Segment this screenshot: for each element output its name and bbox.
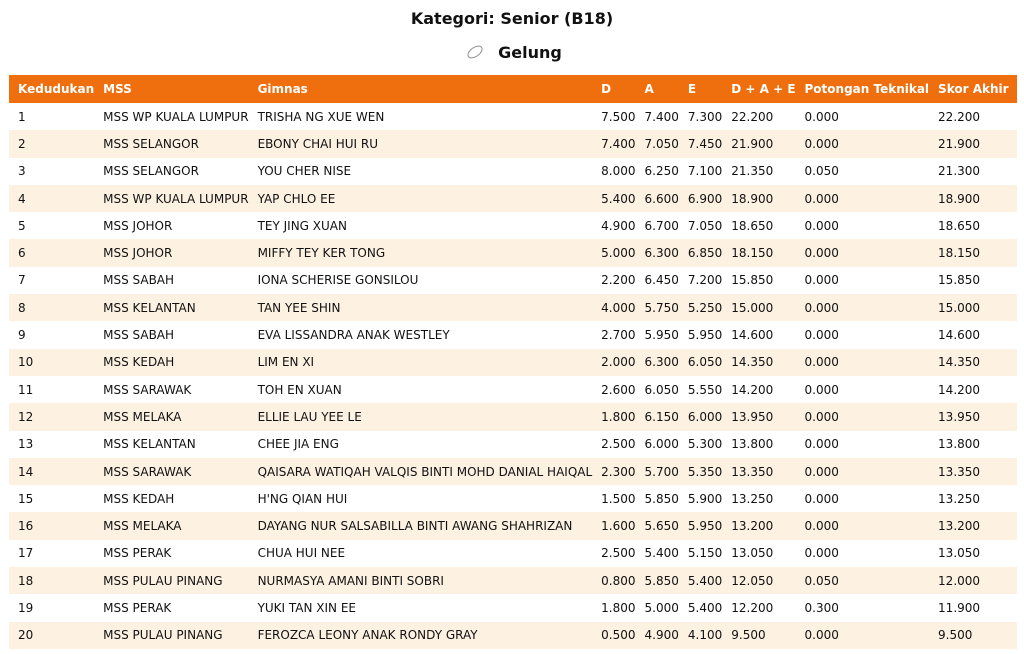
table-row (9, 431, 1017, 458)
gymnast-cell: YOU CHER NISE (257, 164, 352, 179)
total-cell: 21.900 (731, 136, 774, 151)
e-score-cell: 7.050 (687, 218, 723, 233)
rank-cell: 13 (18, 437, 34, 452)
e-score-cell: 5.250 (687, 300, 723, 315)
total-cell: 22.200 (731, 109, 774, 124)
deduction-cell: 0.300 (804, 600, 839, 615)
deduction-cell: 0.000 (804, 382, 839, 397)
gymnast-cell: H'NG QIAN HUI (257, 491, 348, 506)
deduction-cell: 0.000 (804, 409, 839, 424)
mss-cell: MSS MELAKA (103, 519, 182, 534)
total-cell: 18.900 (731, 191, 774, 206)
a-score-cell: 5.650 (644, 519, 679, 534)
d-score-cell: 8.000 (601, 164, 636, 179)
col-deduction-header: Potongan Teknikal (804, 82, 930, 96)
a-score-cell: 7.400 (644, 109, 679, 124)
e-score-cell: 5.400 (687, 600, 723, 615)
total-cell: 13.950 (731, 409, 774, 424)
final-score-cell: 13.800 (938, 437, 981, 452)
total-cell: 13.800 (731, 437, 774, 452)
final-score-cell: 22.200 (938, 109, 981, 124)
a-score-cell: 5.850 (644, 573, 679, 588)
a-score-cell: 5.750 (644, 300, 679, 315)
e-score-cell: 5.950 (687, 328, 723, 343)
e-score-cell: 5.300 (687, 437, 723, 452)
a-score-cell: 7.050 (644, 136, 679, 151)
table-row (9, 349, 1017, 376)
gymnast-cell: TEY JING XUAN (257, 218, 347, 233)
total-cell: 15.000 (731, 300, 774, 315)
rank-cell: 10 (18, 355, 34, 370)
table-row (9, 403, 1017, 430)
mss-cell: MSS KELANTAN (103, 300, 196, 315)
deduction-cell: 0.050 (804, 573, 839, 588)
deduction-cell: 0.000 (804, 109, 839, 124)
e-score-cell: 7.200 (687, 273, 723, 288)
final-score-cell: 15.000 (938, 300, 981, 315)
final-score-cell: 15.850 (938, 273, 981, 288)
rank-cell: 7 (18, 273, 26, 288)
mss-cell: MSS SABAH (103, 273, 175, 288)
table-header-row (9, 75, 1017, 103)
table-row (9, 294, 1017, 321)
col-gymnast-header: Gimnas (257, 82, 308, 96)
final-score-cell: 14.600 (938, 328, 981, 343)
d-score-cell: 2.600 (601, 382, 636, 397)
table-body (9, 103, 1017, 649)
mss-cell: MSS PULAU PINANG (103, 573, 223, 588)
gymnast-cell: CHUA HUI NEE (257, 546, 346, 561)
final-score-cell: 9.500 (938, 628, 973, 643)
rank-cell: 1 (18, 109, 26, 124)
d-score-cell: 5.000 (601, 246, 636, 261)
gymnast-cell: FEROZCA LEONY ANAK RONDY GRAY (257, 628, 478, 643)
gymnast-cell: TRISHA NG XUE WEN (257, 109, 385, 124)
gymnast-cell: MIFFY TEY KER TONG (257, 246, 386, 261)
table-row (9, 321, 1017, 348)
gymnast-cell: DAYANG NUR SALSABILLA BINTI AWANG SHAHRIZAN (257, 519, 573, 534)
table-row (9, 376, 1017, 403)
col-d-header: D (601, 82, 612, 96)
gymnast-cell: NURMASYA AMANI BINTI SOBRI (257, 573, 444, 588)
table-row (9, 158, 1017, 185)
rank-cell: 12 (18, 409, 34, 424)
deduction-cell: 0.000 (804, 218, 839, 233)
a-score-cell: 6.600 (644, 191, 679, 206)
gymnast-cell: EBONY CHAI HUI RU (257, 136, 378, 151)
rank-cell: 4 (18, 191, 26, 206)
a-score-cell: 6.050 (644, 382, 679, 397)
mss-cell: MSS KEDAH (103, 491, 175, 506)
total-cell: 12.200 (731, 600, 774, 615)
col-total-header: D + A + E (731, 82, 796, 96)
final-score-cell: 14.350 (938, 355, 981, 370)
a-score-cell: 6.450 (644, 273, 679, 288)
total-cell: 15.850 (731, 273, 774, 288)
a-score-cell: 6.300 (644, 355, 679, 370)
a-score-cell: 6.700 (644, 218, 679, 233)
deduction-cell: 0.000 (804, 628, 839, 643)
table-row (9, 267, 1017, 294)
d-score-cell: 2.300 (601, 464, 636, 479)
rank-cell: 3 (18, 164, 26, 179)
e-score-cell: 5.350 (687, 464, 723, 479)
hoop-icon (462, 41, 488, 63)
e-score-cell: 6.850 (687, 246, 723, 261)
e-score-cell: 5.400 (687, 573, 723, 588)
final-score-cell: 11.900 (938, 600, 981, 615)
table-row (9, 212, 1017, 239)
a-score-cell: 5.400 (644, 546, 679, 561)
a-score-cell: 5.700 (644, 464, 679, 479)
apparatus-label: Gelung (498, 42, 562, 62)
table-row (9, 130, 1017, 157)
results-table (9, 75, 1017, 649)
e-score-cell: 5.950 (687, 519, 723, 534)
total-cell: 14.600 (731, 328, 774, 343)
a-score-cell: 6.000 (644, 437, 679, 452)
gymnast-cell: YAP CHLO EE (257, 191, 336, 206)
d-score-cell: 0.500 (601, 628, 636, 643)
mss-cell: MSS SARAWAK (103, 382, 192, 397)
deduction-cell: 0.000 (804, 464, 839, 479)
mss-cell: MSS SARAWAK (103, 464, 192, 479)
table-row (9, 594, 1017, 621)
gymnast-cell: TOH EN XUAN (257, 382, 342, 397)
rank-cell: 9 (18, 328, 26, 343)
rank-cell: 2 (18, 136, 26, 151)
mss-cell: MSS WP KUALA LUMPUR (103, 109, 249, 124)
final-score-cell: 12.000 (938, 573, 981, 588)
col-final-score-header: Skor Akhir (938, 82, 1009, 96)
mss-cell: MSS SELANGOR (103, 136, 199, 151)
gymnast-cell: YUKI TAN XIN EE (257, 600, 357, 615)
e-score-cell: 7.450 (687, 136, 723, 151)
table-row (9, 103, 1017, 130)
d-score-cell: 2.700 (601, 328, 636, 343)
e-score-cell: 5.550 (687, 382, 723, 397)
table-row (9, 239, 1017, 266)
rank-cell: 5 (18, 218, 26, 233)
d-score-cell: 2.500 (601, 546, 636, 561)
e-score-cell: 6.000 (687, 409, 723, 424)
total-cell: 12.050 (731, 573, 774, 588)
mss-cell: MSS KEDAH (103, 355, 175, 370)
total-cell: 13.200 (731, 519, 774, 534)
a-score-cell: 4.900 (644, 628, 679, 643)
final-score-cell: 21.900 (938, 136, 981, 151)
mss-cell: MSS PERAK (103, 546, 172, 561)
total-cell: 21.350 (731, 164, 774, 179)
e-score-cell: 7.300 (687, 109, 723, 124)
gymnast-cell: QAISARA WATIQAH VALQIS BINTI MOHD DANIAL HAIQAL (257, 464, 593, 479)
total-cell: 14.200 (731, 382, 774, 397)
col-rank-header: Kedudukan (18, 82, 95, 96)
mss-cell: MSS SABAH (103, 328, 175, 343)
mss-cell: MSS PULAU PINANG (103, 628, 223, 643)
rank-cell: 20 (18, 628, 34, 643)
d-score-cell: 2.500 (601, 437, 636, 452)
mss-cell: MSS SELANGOR (103, 164, 199, 179)
total-cell: 18.150 (731, 246, 774, 261)
final-score-cell: 14.200 (938, 382, 981, 397)
total-cell: 13.050 (731, 546, 774, 561)
a-score-cell: 5.000 (644, 600, 679, 615)
final-score-cell: 13.250 (938, 491, 981, 506)
rank-cell: 8 (18, 300, 26, 315)
d-score-cell: 1.800 (601, 600, 636, 615)
table-row (9, 458, 1017, 485)
deduction-cell: 0.000 (804, 300, 839, 315)
rank-cell: 15 (18, 491, 34, 506)
deduction-cell: 0.000 (804, 491, 839, 506)
d-score-cell: 2.000 (601, 355, 636, 370)
deduction-cell: 0.000 (804, 355, 839, 370)
mss-cell: MSS JOHOR (103, 218, 173, 233)
col-e-header: E (687, 82, 697, 96)
d-score-cell: 1.500 (601, 491, 636, 506)
final-score-cell: 13.050 (938, 546, 981, 561)
a-score-cell: 6.150 (644, 409, 679, 424)
col-a-header: A (644, 82, 654, 96)
e-score-cell: 5.150 (687, 546, 723, 561)
final-score-cell: 18.900 (938, 191, 981, 206)
rank-cell: 14 (18, 464, 34, 479)
d-score-cell: 7.400 (601, 136, 636, 151)
deduction-cell: 0.000 (804, 328, 839, 343)
e-score-cell: 4.100 (687, 628, 723, 643)
e-score-cell: 6.050 (687, 355, 723, 370)
a-score-cell: 5.850 (644, 491, 679, 506)
table-row (9, 622, 1017, 649)
d-score-cell: 1.600 (601, 519, 636, 534)
a-score-cell: 6.250 (644, 164, 679, 179)
rank-cell: 6 (18, 246, 26, 261)
deduction-cell: 0.000 (804, 546, 839, 561)
deduction-cell: 0.000 (804, 273, 839, 288)
final-score-cell: 21.300 (938, 164, 981, 179)
total-cell: 13.350 (731, 464, 774, 479)
final-score-cell: 13.950 (938, 409, 981, 424)
a-score-cell: 6.300 (644, 246, 679, 261)
d-score-cell: 4.000 (601, 300, 636, 315)
gymnast-cell: EVA LISSANDRA ANAK WESTLEY (257, 328, 450, 343)
gymnast-cell: TAN YEE SHIN (257, 300, 341, 315)
deduction-cell: 0.050 (804, 164, 839, 179)
rank-cell: 11 (18, 382, 34, 397)
d-score-cell: 1.800 (601, 409, 636, 424)
final-score-cell: 18.650 (938, 218, 981, 233)
table-row (9, 185, 1017, 212)
d-score-cell: 5.400 (601, 191, 636, 206)
gymnast-cell: CHEE JIA ENG (257, 437, 339, 452)
d-score-cell: 4.900 (601, 218, 636, 233)
col-mss-header: MSS (103, 82, 132, 96)
d-score-cell: 0.800 (601, 573, 636, 588)
final-score-cell: 13.350 (938, 464, 981, 479)
total-cell: 13.250 (731, 491, 774, 506)
table-row (9, 512, 1017, 539)
deduction-cell: 0.000 (804, 246, 839, 261)
table-row (9, 567, 1017, 594)
mss-cell: MSS JOHOR (103, 246, 173, 261)
deduction-cell: 0.000 (804, 519, 839, 534)
total-cell: 9.500 (731, 628, 766, 643)
category-title: Kategori: Senior (B18) (410, 9, 614, 28)
mss-cell: MSS KELANTAN (103, 437, 196, 452)
e-score-cell: 7.100 (687, 164, 723, 179)
apparatus-header (0, 41, 1024, 63)
d-score-cell: 7.500 (601, 109, 636, 124)
gymnast-cell: IONA SCHERISE GONSILOU (257, 273, 419, 288)
gymnast-cell: LIM EN XI (257, 355, 315, 370)
total-cell: 18.650 (731, 218, 774, 233)
table-row (9, 485, 1017, 512)
e-score-cell: 5.900 (687, 491, 723, 506)
final-score-cell: 18.150 (938, 246, 981, 261)
a-score-cell: 5.950 (644, 328, 679, 343)
mss-cell: MSS PERAK (103, 600, 172, 615)
rank-cell: 19 (18, 600, 34, 615)
mss-cell: MSS MELAKA (103, 409, 182, 424)
final-score-cell: 13.200 (938, 519, 981, 534)
rank-cell: 16 (18, 519, 34, 534)
e-score-cell: 6.900 (687, 191, 723, 206)
deduction-cell: 0.000 (804, 191, 839, 206)
rank-cell: 17 (18, 546, 34, 561)
total-cell: 14.350 (731, 355, 774, 370)
rank-cell: 18 (18, 573, 34, 588)
deduction-cell: 0.000 (804, 437, 839, 452)
d-score-cell: 2.200 (601, 273, 636, 288)
mss-cell: MSS WP KUALA LUMPUR (103, 191, 249, 206)
table-row (9, 540, 1017, 567)
deduction-cell: 0.000 (804, 136, 839, 151)
gymnast-cell: ELLIE LAU YEE LE (257, 409, 362, 424)
